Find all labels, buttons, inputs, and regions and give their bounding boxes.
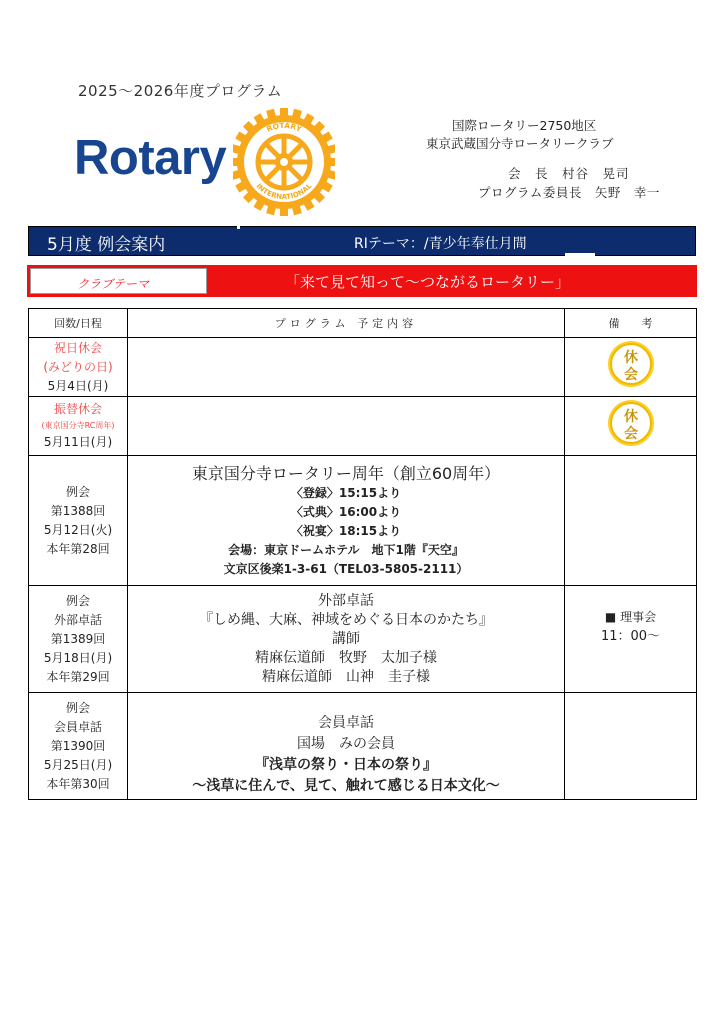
date-line: 第1390回 [50,738,106,753]
date-line: (みどりの日) [43,359,113,374]
remarks-cell [565,693,697,800]
date-line: 会員卓話 [53,719,102,734]
president-line: 会 長 村谷 晃司 [508,166,630,181]
wheel-top-text: ROTARY [265,120,303,134]
date-cell [29,338,128,397]
program-line: 国場 みの会員 [297,736,395,752]
program-line: 東京国分寺ロータリー周年（創立60周年） [191,463,501,483]
program-line: 会場：東京ドームホテル 地下1階『天空』 [228,542,464,557]
date-line: 例会 [65,593,90,608]
club-theme-label-box [30,268,207,294]
rotary-logo-text: Rotary [74,131,227,185]
program-chair-line: プログラム委員長 矢野 幸一 [478,185,660,200]
remarks-cell [565,456,697,586]
program-cell [128,456,565,586]
club-theme-text: 「来て見て知って～つながるロータリー」 [285,273,571,291]
kyukai-stamp-icon [606,398,656,448]
ri-theme: RIテーマ：/青少年奉仕月間 [354,236,527,252]
schedule-table [28,308,697,800]
table-row [29,693,697,800]
program-line: 精麻伝道師 牧野 太加子様 [255,649,437,666]
date-cell [29,456,128,586]
stamp-text-top: 休 [623,350,638,366]
date-line: 祝日休会 [53,340,102,355]
remarks-cell [565,397,697,456]
club-theme-label: クラブテーマ [77,277,150,291]
table-row [29,456,697,586]
header-program: プログラム 予定内容 [128,309,565,338]
date-line: 5月11日(月) [43,435,113,449]
table-header-row [29,309,697,338]
table-row [29,586,697,693]
program-cell [128,397,565,456]
wheel-bottom-text: INTERNATIONAL [254,182,314,202]
date-line: 例会 [65,484,90,499]
date-line: 例会 [65,700,90,715]
date-cell [29,586,128,693]
program-cell [128,586,565,693]
stamp-text-bottom: 会 [623,426,638,442]
remarks-cell [565,338,697,397]
program-line: 『浅草の祭り・日本の祭り』 [255,757,437,773]
club-name: 東京武蔵国分寺ロータリークラブ [426,136,614,151]
remarks-cell [565,586,697,693]
program-line: 〈式典〉16:00より [290,504,402,519]
program-line: 外部卓話 [318,592,374,609]
program-line: 会員卓話 [318,715,374,731]
program-line: ～浅草に住んで、見て、触れて感じる日本文化～ [192,778,500,794]
district-name: 国際ロータリー2750地区 [452,118,597,133]
header-remarks: 備 考 [565,309,697,338]
banner-notch [565,253,595,256]
table-row [29,397,697,456]
header-date: 回数/日程 [29,309,128,338]
program-cell [128,338,565,397]
remarks-line: 11：00～ [600,629,661,644]
date-line: (東京国分寺RC周年) [41,421,115,430]
date-line: 5月25日(月) [43,757,113,772]
date-line: 振替休会 [53,402,102,416]
date-cell [29,397,128,456]
month-banner [28,226,696,256]
month-title: 5月度 例会案内 [47,235,166,255]
program-line: 精麻伝道師 山神 圭子様 [262,668,430,685]
date-line: 本年第28回 [46,541,110,556]
rotary-wheel-logo [233,108,335,216]
remarks-line: ■ 理事会 [604,610,657,624]
date-line: 5月12日(火) [43,522,113,537]
kyukai-stamp-icon [606,339,656,389]
program-cell [128,693,565,800]
fiscal-year-title: 2025～2026年度プログラム [78,82,283,100]
stamp-text-top: 休 [623,409,638,425]
table-row [29,338,697,397]
date-line: 外部卓話 [53,612,102,627]
program-line: 〈登録〉15:15より [290,485,402,500]
date-line: 第1389回 [50,631,106,646]
stamp-text-bottom: 会 [623,367,638,383]
program-line: 文京区後楽1-3-61（TEL03-5805-2111） [223,561,469,576]
club-theme-banner [27,265,697,297]
date-line: 5月18日(月) [43,650,113,665]
date-cell [29,693,128,800]
date-line: 第1388回 [50,503,106,518]
date-line: 本年第30回 [46,776,110,791]
date-line: 5月4日(月) [47,378,109,393]
program-line: 講師 [332,630,360,647]
date-line: 本年第29回 [46,669,110,684]
program-line: 『しめ縄、大麻、神域をめぐる日本のかたち』 [199,611,493,628]
banner-notch [237,226,240,229]
program-line: 〈祝宴〉18:15より [290,523,402,538]
